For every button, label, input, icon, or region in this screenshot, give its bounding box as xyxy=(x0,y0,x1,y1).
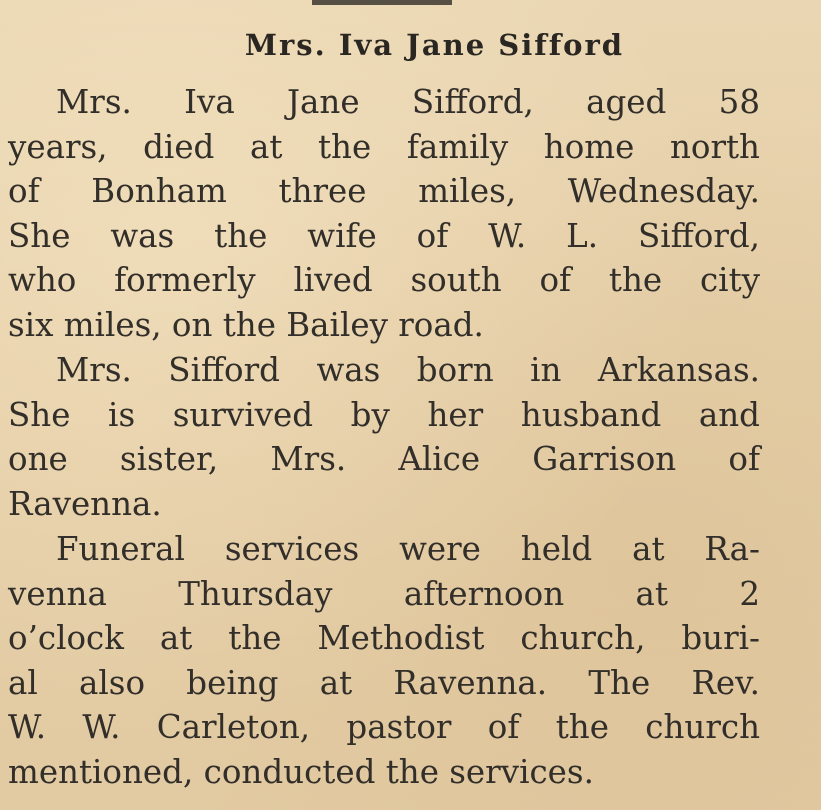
text-line: who formerly lived south of the city xyxy=(8,261,760,299)
text-line: Ravenna. xyxy=(8,484,162,523)
text-line: She is survived by her husband and xyxy=(8,395,760,434)
column-rule xyxy=(312,0,452,5)
text-line: of Bonham three miles, Wednesday. xyxy=(8,172,760,210)
text-line: venna Thursday afternoon at 2 xyxy=(8,574,760,613)
obituary-body xyxy=(8,80,760,794)
text-line: W. W. Carleton, pastor of the church xyxy=(8,708,760,746)
text-line: Mrs. Sifford was born in Arkansas. xyxy=(56,351,760,389)
text-line: mentioned, conducted the services. xyxy=(8,752,594,791)
text-line: al also being at Ravenna. The Rev. xyxy=(8,663,760,702)
text-line: She was the wife of W. L. Sifford, xyxy=(8,216,760,255)
text-line: Funeral services were held at Ra- xyxy=(56,530,760,568)
text-line: o’clock at the Methodist church, buri- xyxy=(8,619,760,657)
text-line: one sister, Mrs. Alice Garrison of xyxy=(8,440,760,478)
obituary-headline: Mrs. Iva Jane Sifford xyxy=(244,28,625,62)
text-line: six miles, on the Bailey road. xyxy=(8,305,484,344)
text-line: Mrs. Iva Jane Sifford, aged 58 xyxy=(56,83,760,121)
text-line: years, died at the family home north xyxy=(8,127,760,166)
